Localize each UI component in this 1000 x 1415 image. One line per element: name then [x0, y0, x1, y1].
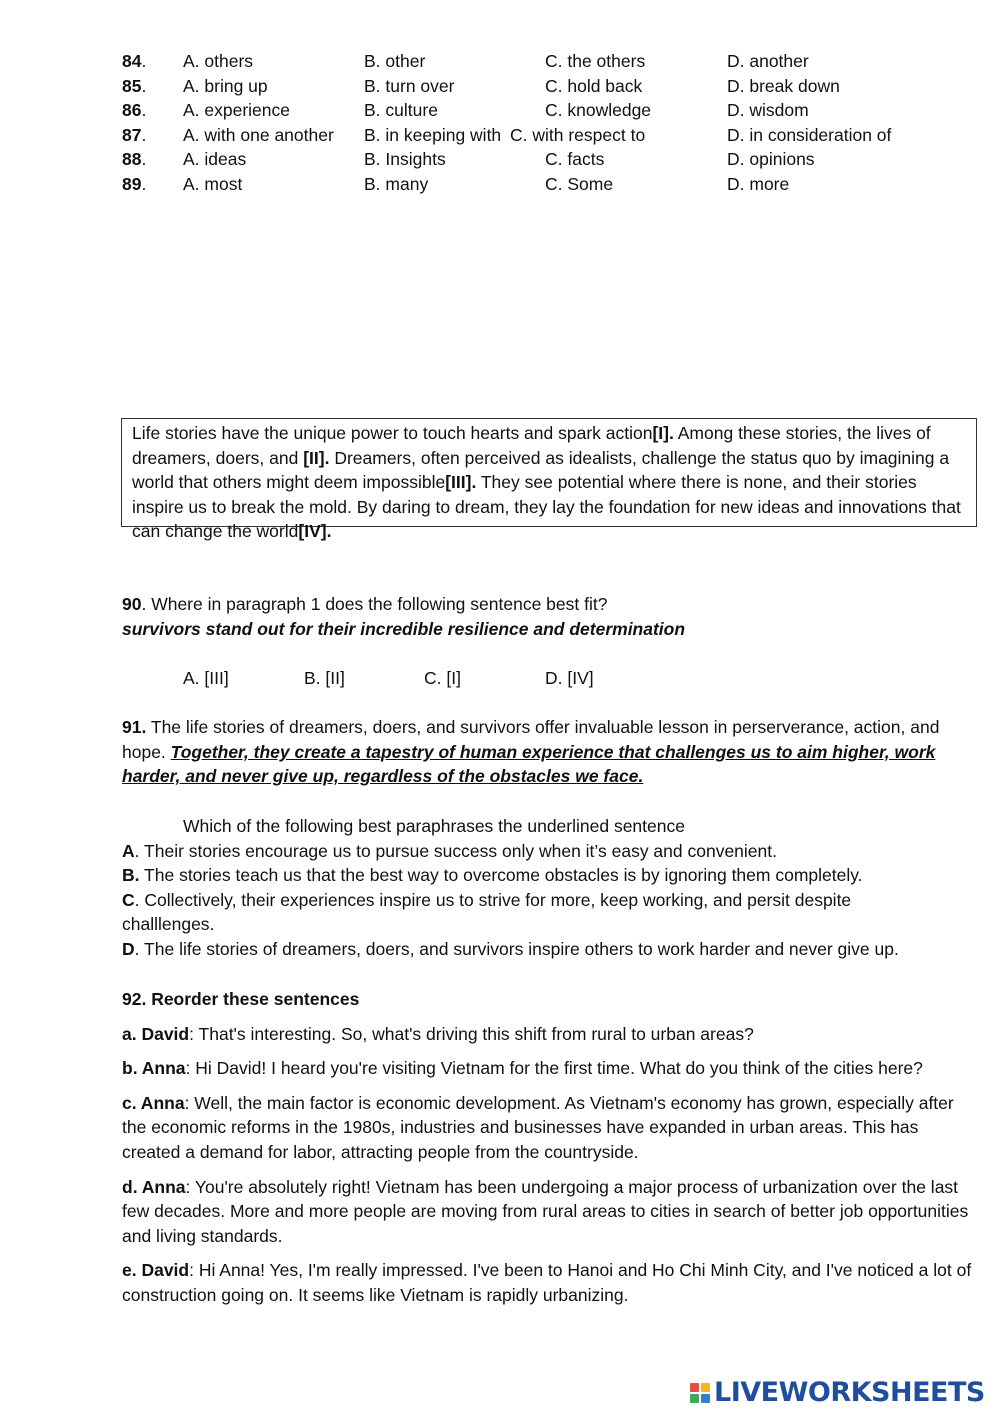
option-b[interactable]: B. other — [364, 51, 426, 71]
speaker-label: a. David — [122, 1023, 190, 1044]
choice-text: . The life stories of dreamers, doers, and survivors inspire others to work harder and never give up. — [134, 938, 899, 959]
question-text: The life stories of dreamers, doers, and survivors offer invaluable lesson in perserverance, action, and hope. — [122, 717, 940, 762]
option-d[interactable]: D. more — [727, 174, 790, 194]
logo-text: LIVEWORKSHEETS — [714, 1376, 985, 1408]
choice-text: . Collectively, their experiences inspire us to strive for more, keep working, and persit despite challlenges. — [122, 889, 852, 935]
choice-text: . Their stories encourage us to pursue success only when it’s easy and convenient. — [134, 840, 777, 861]
option-c[interactable]: C. hold back — [545, 76, 643, 96]
choice-b[interactable] — [122, 863, 972, 888]
question-number: 88 — [122, 149, 142, 169]
option-a[interactable]: A. experience — [183, 100, 291, 120]
dialogue-line-d[interactable] — [122, 1175, 972, 1249]
choice-c[interactable]: C. [I] — [424, 668, 461, 688]
question-92 — [122, 987, 972, 1308]
logo-square — [701, 1383, 710, 1392]
choice-d[interactable] — [122, 937, 972, 962]
dialogue-text: : Hi David! I heard you're visiting Vietnam for the first time. What do you think of the cities here? — [185, 1058, 923, 1079]
insert-sentence: survivors stand out for their incredible resilience and determination — [122, 618, 686, 639]
dialogue-text: : You're absolutely right! Vietnam has been undergoing a major process of urbanization over the last few decades. More and more people are moving from rural areas to cities in search of better job opportunities and living standards. — [122, 1176, 969, 1246]
option-d[interactable]: D. in consideration of — [727, 125, 892, 145]
logo-square — [690, 1383, 699, 1392]
option-b[interactable]: B. culture — [364, 100, 438, 120]
choice-text: The stories teach us that the best way to overcome obstacles is by ignoring them completely. — [139, 865, 863, 886]
question-number: 84 — [122, 51, 142, 71]
question-number: 89 — [122, 174, 142, 194]
dialogue-line-b[interactable] — [122, 1056, 972, 1081]
passage-text: They see potential where there is none, and their stories inspire us to break the mold. By daring to dream, they lay the foundation for new ideas and innovations that can change the world — [132, 472, 961, 542]
option-a[interactable]: A. bring up — [183, 76, 268, 96]
question-90 — [122, 592, 972, 641]
question-90-prompt — [122, 592, 972, 617]
option-d[interactable]: D. another — [727, 51, 809, 71]
marker-iv: [IV]. — [298, 521, 332, 542]
question-number: 86 — [122, 100, 142, 120]
question-number: 91. — [122, 717, 147, 737]
choice-d[interactable]: D. [IV] — [545, 668, 594, 688]
speaker-label: e. David — [122, 1260, 190, 1281]
option-a[interactable]: A. with one another — [183, 125, 334, 145]
question-86-options: 86 . A. experience B. culture C. knowledge D. wisdom — [122, 98, 982, 123]
choice-letter: B. — [122, 865, 140, 886]
option-d[interactable]: D. wisdom — [727, 100, 809, 120]
option-b[interactable]: B. in keeping with — [364, 125, 502, 145]
choice-letter: A — [122, 840, 135, 861]
option-c[interactable]: C. facts — [545, 149, 605, 169]
question-88-options: 88 . A. ideas B. Insights C. facts D. opinions — [122, 147, 982, 172]
option-c[interactable]: C. with respect to — [510, 125, 646, 145]
question-text: . Where in paragraph 1 does the following sentence best fit? — [141, 594, 608, 614]
option-a[interactable]: A. others — [183, 51, 254, 71]
dialogue-line-a[interactable] — [122, 1022, 972, 1047]
liveworksheets-logo — [690, 1376, 990, 1410]
speaker-label: c. Anna — [122, 1092, 185, 1113]
dialogue-text: : Hi Anna! Yes, I'm really impressed. I've been to Hanoi and Ho Chi Minh City, and I've noticed a lot of construction going on. It seems like Vietnam is rapidly urbanizing. — [122, 1260, 972, 1305]
question-91 — [122, 715, 972, 789]
logo-mark-icon — [690, 1383, 710, 1403]
question-91-prompt: Which of the following best paraphrases the underlined sentence — [183, 816, 685, 836]
option-a[interactable]: A. most — [183, 174, 243, 194]
option-d[interactable]: D. opinions — [727, 149, 815, 169]
question-number: 85 — [122, 76, 142, 96]
reading-passage-box — [121, 418, 977, 542]
question-92-title: 92. Reorder these sentences — [122, 989, 360, 1009]
logo-square — [690, 1394, 699, 1403]
question-84-options: 84 . A. others B. other C. the others D. another — [122, 49, 982, 74]
choice-letter: D — [122, 938, 135, 959]
passage-text: Among these stories, the lives of dreamers, doers, and — [132, 423, 931, 468]
choice-letter: C — [122, 889, 135, 910]
dialogue-text: : Well, the main factor is economic development. As Vietnam's economy has grown, especially after the economic reforms in the 1980s, industries and businesses have expanded in urban areas. This has created a demand for labor, attracting people from the countryside. — [122, 1092, 954, 1162]
choice-b[interactable]: B. [II] — [304, 668, 345, 688]
choice-a[interactable]: A. [III] — [183, 668, 229, 688]
option-b[interactable]: B. turn over — [364, 76, 455, 96]
passage-text: Dreamers, often perceived as idealists, challenge the status quo by imagining a world that others might deem impossible — [132, 447, 950, 493]
logo-square — [701, 1394, 710, 1403]
option-c[interactable]: C. Some — [545, 174, 614, 194]
question-number: 90 — [122, 594, 142, 614]
question-90-choices — [122, 666, 972, 691]
dialogue-line-c[interactable] — [122, 1091, 972, 1165]
option-c[interactable]: C. knowledge — [545, 100, 652, 120]
question-91-choices — [122, 814, 972, 962]
marker-iii: [III]. — [445, 472, 477, 493]
dialogue-text: : That's interesting. So, what's driving this shift from rural to urban areas? — [189, 1023, 754, 1044]
question-87-options: 87 . A. with one another B. in keeping with C. with respect to D. in consideration of — [122, 123, 982, 148]
option-c[interactable]: C. the others — [545, 51, 646, 71]
option-d[interactable]: D. break down — [727, 76, 840, 96]
speaker-label: b. Anna — [122, 1058, 186, 1079]
option-b[interactable]: B. Insights — [364, 149, 446, 169]
question-85-options: 85 . A. bring up B. turn over C. hold back D. break down — [122, 74, 982, 99]
marker-ii: [II]. — [303, 447, 330, 468]
question-number: 87 — [122, 125, 142, 145]
choice-c[interactable] — [122, 888, 922, 937]
marker-i: [I]. — [652, 423, 674, 443]
speaker-label: d. Anna — [122, 1176, 186, 1197]
dialogue-line-e[interactable] — [122, 1258, 972, 1307]
underlined-sentence: Together, they create a tapestry of human experience that challenges us to aim higher, work harder, and never give up, regardless of the obstacles we face. — [122, 741, 936, 787]
choice-a[interactable] — [122, 839, 972, 864]
question-89-options: 89 . A. most B. many C. Some D. more — [122, 172, 982, 197]
passage-text: Life stories have the unique power to touch hearts and spark action — [132, 423, 653, 443]
option-a[interactable]: A. ideas — [183, 149, 247, 169]
option-b[interactable]: B. many — [364, 174, 429, 194]
